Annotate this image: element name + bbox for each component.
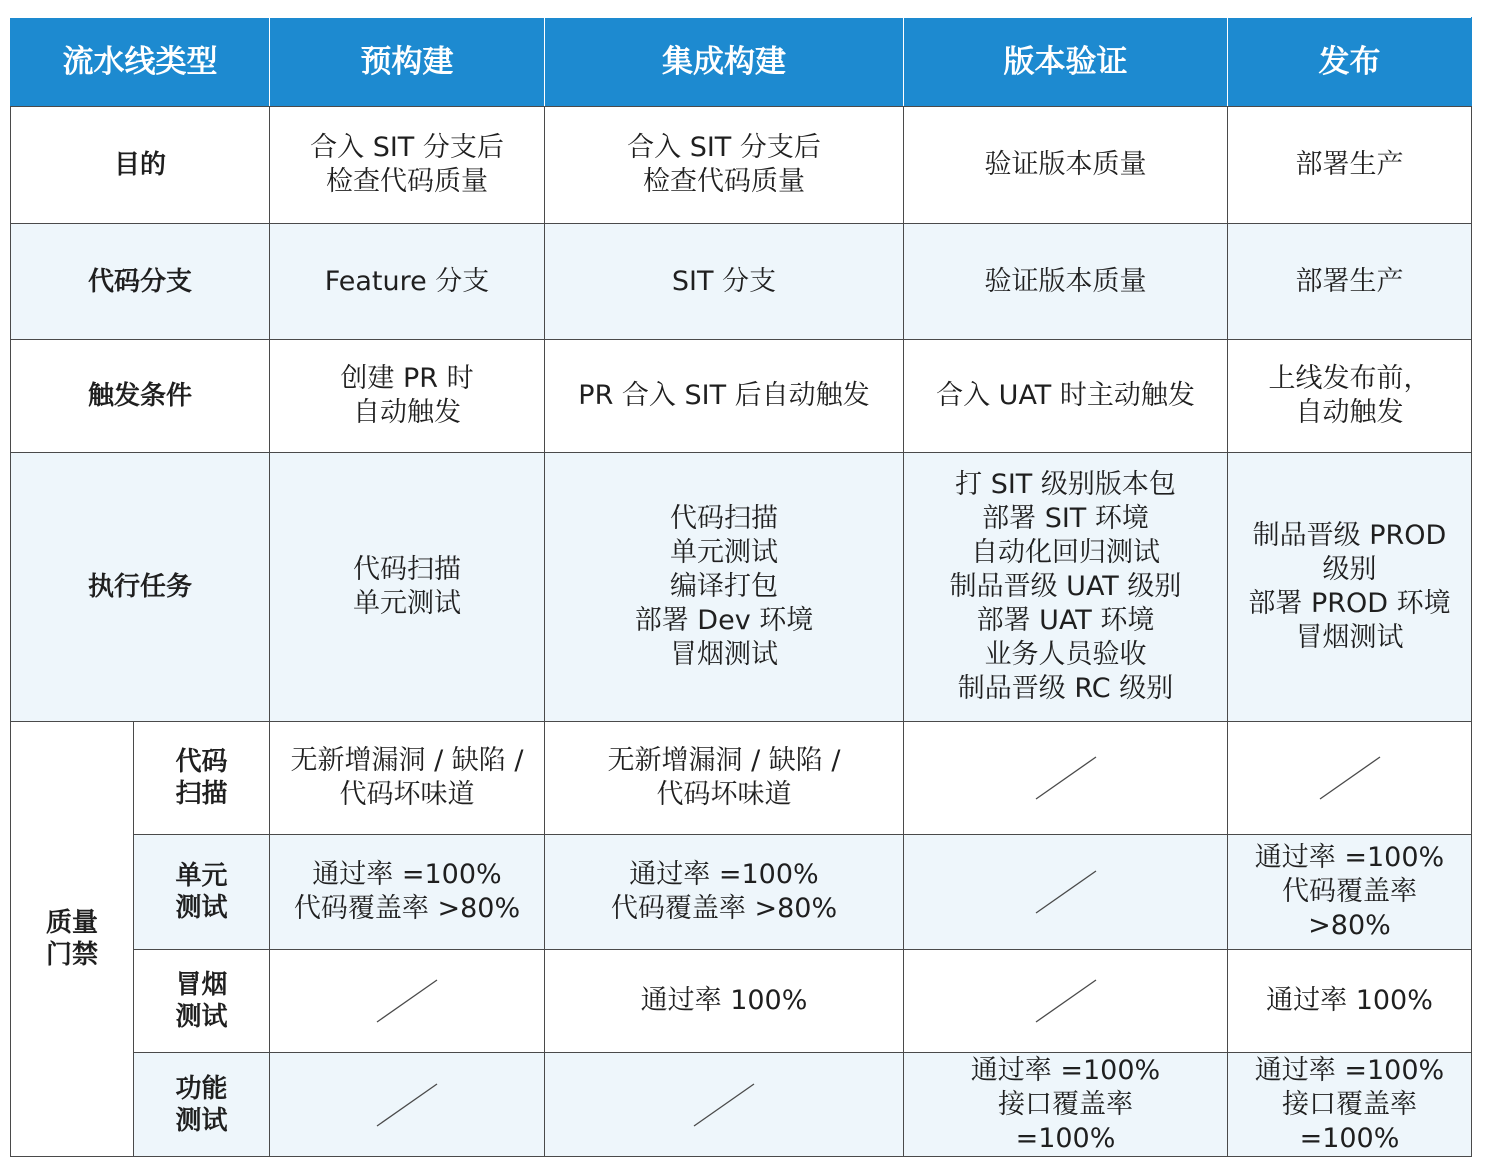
header-row — [11, 18, 1472, 107]
gate-sub-label: 功能 测试 — [134, 1053, 270, 1157]
gate-sub-label: 冒烟 测试 — [134, 950, 270, 1053]
table-cell: 上线发布前， 自动触发 — [1228, 340, 1472, 453]
gate-sub-label: 单元 测试 — [134, 835, 270, 950]
gate-row-functional-test — [11, 1053, 1472, 1157]
table-cell: 部署生产 — [1228, 107, 1472, 224]
gate-row-smoke-test — [11, 950, 1472, 1053]
gate-sub-label: 代码 扫描 — [134, 722, 270, 835]
table-cell: 合入 SIT 分支后 检查代码质量 — [270, 107, 545, 224]
slash-icon — [692, 1082, 756, 1128]
table-cell: 创建 PR 时 自动触发 — [270, 340, 545, 453]
table-cell — [270, 1053, 545, 1157]
row-branch — [11, 224, 1472, 340]
table-cell — [904, 722, 1228, 835]
table-cell: Feature 分支 — [270, 224, 545, 340]
table-cell — [904, 950, 1228, 1053]
slash-icon — [1034, 978, 1098, 1024]
row-label: 代码分支 — [11, 224, 270, 340]
header-release: 发布 — [1228, 18, 1472, 107]
table-cell: 通过率 100% — [545, 950, 904, 1053]
slash-icon — [375, 1082, 439, 1128]
table-cell: 通过率 =100% 接口覆盖率 =100% — [1228, 1053, 1472, 1157]
table-cell: 通过率 =100% 代码覆盖率 >80% — [270, 835, 545, 950]
slash-icon — [1034, 869, 1098, 915]
table-cell: 代码扫描 单元测试 编译打包 部署 Dev 环境 冒烟测试 — [545, 453, 904, 722]
gate-row-unit-test — [11, 835, 1472, 950]
row-label: 目的 — [11, 107, 270, 224]
table-cell — [1228, 722, 1472, 835]
table-cell: 制品晋级 PROD 级别 部署 PROD 环境 冒烟测试 — [1228, 453, 1472, 722]
table-cell: 无新增漏洞 / 缺陷 / 代码坏味道 — [545, 722, 904, 835]
header-version-verification: 版本验证 — [904, 18, 1228, 107]
table-cell: 部署生产 — [1228, 224, 1472, 340]
header-integration-build: 集成构建 — [545, 18, 904, 107]
header-pipeline-type: 流水线类型 — [11, 18, 270, 107]
slash-icon — [1034, 755, 1098, 801]
table-cell: PR 合入 SIT 后自动触发 — [545, 340, 904, 453]
slash-icon — [375, 978, 439, 1024]
gate-row-code-scan — [11, 722, 1472, 835]
table-cell: 合入 UAT 时主动触发 — [904, 340, 1228, 453]
slash-icon — [1318, 755, 1382, 801]
row-trigger — [11, 340, 1472, 453]
header-prebuild: 预构建 — [270, 18, 545, 107]
table-cell: 打 SIT 级别版本包 部署 SIT 环境 自动化回归测试 制品晋级 UAT 级别 部署 UAT 环境 业务人员验收 制品晋级 RC 级别 — [904, 453, 1228, 722]
table-cell: 合入 SIT 分支后 检查代码质量 — [545, 107, 904, 224]
table-cell: 验证版本质量 — [904, 224, 1228, 340]
table-cell: 通过率 100% — [1228, 950, 1472, 1053]
table-cell — [545, 1053, 904, 1157]
row-purpose — [11, 107, 1472, 224]
table-cell: 通过率 =100% 代码覆盖率 >80% — [1228, 835, 1472, 950]
row-label: 触发条件 — [11, 340, 270, 453]
table-cell: 代码扫描 单元测试 — [270, 453, 545, 722]
table-cell — [904, 835, 1228, 950]
quality-gate-label: 质量 门禁 — [11, 722, 134, 1157]
table-cell: 无新增漏洞 / 缺陷 / 代码坏味道 — [270, 722, 545, 835]
table-cell: 通过率 =100% 接口覆盖率 =100% — [904, 1053, 1228, 1157]
table-cell: 验证版本质量 — [904, 107, 1228, 224]
pipeline-table — [10, 17, 1472, 1157]
row-tasks — [11, 453, 1472, 722]
table-cell: SIT 分支 — [545, 224, 904, 340]
row-label: 执行任务 — [11, 453, 270, 722]
table-cell: 通过率 =100% 代码覆盖率 >80% — [545, 835, 904, 950]
table-cell — [270, 950, 545, 1053]
